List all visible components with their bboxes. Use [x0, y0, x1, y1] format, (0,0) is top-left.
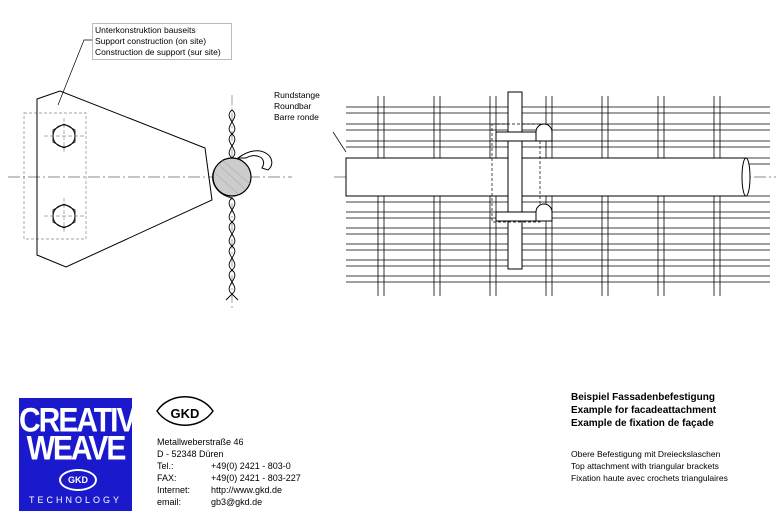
drawing-title	[571, 391, 716, 430]
triangular-bracket	[37, 91, 212, 267]
contact-row-tel	[157, 460, 301, 472]
roundbar-section	[213, 158, 251, 196]
roundbar-front	[346, 158, 750, 196]
contact-key: email:	[157, 497, 182, 507]
title-de: Beispiel Fassadenbefestigung	[571, 392, 715, 403]
gkd-brand-text: GKD	[170, 405, 200, 421]
contact-row-internet	[157, 484, 301, 496]
roundbar-label-de: Rundstange	[274, 90, 320, 100]
roundbar-label-fr: Barre ronde	[274, 112, 319, 122]
contact-key: Tel.:	[157, 461, 174, 471]
logo-line-1: CREATIVE	[19, 401, 153, 440]
support-construction-label	[92, 23, 232, 60]
roundbar-leader	[333, 132, 346, 152]
subtitle-fr: Fixation haute avec crochets triangulaires	[571, 473, 728, 483]
email-link[interactable]: gb3@gkd.de	[211, 497, 263, 507]
drawing-subtitle	[571, 448, 728, 484]
support-leader	[58, 40, 92, 105]
subtitle-de: Obere Befestigung mit Dreieckslaschen	[571, 449, 721, 459]
logo-line-3: TECHNOLOGY	[28, 495, 122, 505]
contact-row-fax	[157, 472, 301, 484]
support-label-de: Unterkonstruktion bauseits	[95, 25, 196, 35]
support-label-fr: Construction de support (sur site)	[95, 47, 221, 57]
address-street: Metallweberstraße 46	[157, 437, 244, 447]
website-link[interactable]: http://www.gkd.de	[211, 485, 283, 495]
title-fr: Example de fixation de façade	[571, 418, 714, 429]
support-label-en: Support construction (on site)	[95, 36, 207, 46]
title-en: Example for facadeattachment	[571, 405, 717, 416]
creative-weave-logo	[19, 398, 153, 511]
logo-badge: GKD	[59, 469, 97, 491]
contact-row-email	[157, 496, 301, 508]
logo-line-2: WEAVE	[26, 429, 125, 468]
subtitle-en: Top attachment with triangular brackets	[571, 461, 719, 471]
roundbar-label	[274, 90, 320, 123]
bolt-upper	[44, 118, 84, 154]
bolt-lower	[44, 198, 84, 234]
roundbar-label-en: Roundbar	[274, 101, 312, 111]
contact-value: +49(0) 2421 - 803-227	[211, 473, 301, 483]
contact-key: Internet:	[157, 485, 191, 495]
contact-value: +49(0) 2421 - 803-0	[211, 461, 291, 471]
address-city: D - 52348 Düren	[157, 449, 224, 459]
gkd-brand-mark	[157, 398, 213, 428]
contact-key: FAX:	[157, 473, 177, 483]
support-construction-outline	[24, 113, 86, 239]
address-block	[157, 436, 301, 508]
